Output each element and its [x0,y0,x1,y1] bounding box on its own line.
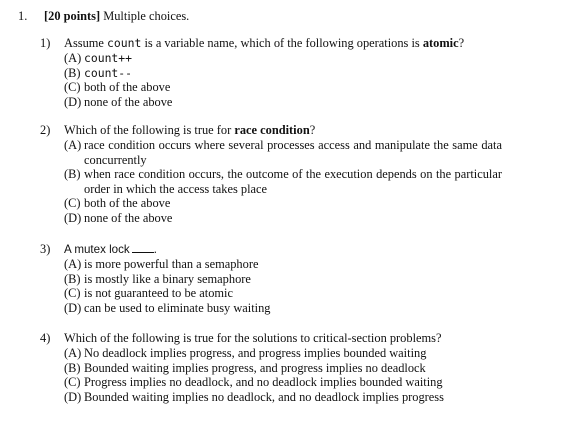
option-text: count++ [84,51,133,65]
option-label: (A) [64,51,82,65]
option-c [64,286,502,301]
stem-text: A mutex lock [64,243,130,256]
option-label: (B) [64,167,81,182]
option-list [64,51,502,109]
option-label: (C) [64,80,81,95]
option-a [64,346,502,361]
item-number: 4) [40,331,51,345]
stem-end: ? [309,123,316,137]
option-d [64,390,502,405]
stem-text: Assume [64,36,104,50]
item-stem [64,331,441,346]
option-label: (D) [64,210,82,225]
item-stem [64,123,315,138]
item-stem [64,242,157,257]
option-text: is not guaranteed to be atomic [84,286,233,301]
option-text: is mostly like a binary semaphore [84,271,251,286]
option-text: when race condition occurs, the outcome of the execution depends on the particular order in which the access takes place [84,167,502,196]
stem-bold: atomic [422,36,459,50]
item-number: 1) [40,36,51,50]
stem-text: Which of the following is true for [64,123,232,137]
item-number: 3) [40,242,51,256]
option-c [64,196,502,211]
stem-end: . [153,242,157,256]
option-text: Bounded waiting implies no deadlock, and no deadlock implies progress [84,389,444,404]
stem-end: ? [458,36,465,50]
option-c [64,80,502,95]
option-text: Bounded waiting implies progress, and progress implies no deadlock [84,360,426,375]
option-text: is more powerful than a semaphore [84,257,259,271]
option-a [64,138,502,167]
option-label: (D) [64,94,82,109]
option-label: (D) [64,389,82,404]
option-c [64,375,502,390]
stem-text: Which of the following is true for the solutions to critical-section problems? [64,331,442,345]
option-a [64,51,502,66]
option-text: both of the above [84,80,171,95]
option-b [64,272,502,287]
option-d [64,211,502,226]
option-label: (B) [64,360,81,375]
option-d [64,95,502,110]
stem-bold: race condition [234,123,310,137]
item-number: 2) [40,123,51,137]
answer-blank [132,243,154,253]
option-b [64,66,502,81]
option-b [64,361,502,376]
option-label: (D) [64,300,82,315]
option-text: both of the above [84,196,171,211]
option-label: (C) [64,196,81,211]
option-label: (C) [64,286,81,301]
question-points: [20 points] [44,9,101,23]
option-text: race condition occurs where several processes access and manipulate the same data concurrently [84,138,502,167]
option-text: No deadlock implies progress, and progress implies bounded waiting [84,346,427,360]
question-header [18,9,189,24]
question-number: 1. [18,9,28,23]
stem-text: is a variable name, which of the following operations is [144,36,420,50]
option-text: none of the above [84,94,173,109]
option-a [64,257,502,272]
option-text: can be used to eliminate busy waiting [84,300,271,315]
stem-code: count [107,36,142,50]
option-text: count-- [84,65,133,80]
option-label: (A) [64,138,82,152]
option-text: none of the above [84,210,173,225]
option-list [64,346,502,404]
option-label: (A) [64,257,82,271]
option-label: (B) [64,271,81,286]
option-text: Progress implies no deadlock, and no deadlock implies bounded waiting [84,375,443,390]
option-label: (C) [64,375,81,390]
option-list [64,257,502,315]
option-label: (B) [64,65,81,80]
option-label: (A) [64,346,82,360]
option-d [64,301,502,316]
item-stem [64,36,464,51]
option-list [64,138,502,226]
question-title: Multiple choices. [103,9,190,23]
option-b [64,167,502,196]
